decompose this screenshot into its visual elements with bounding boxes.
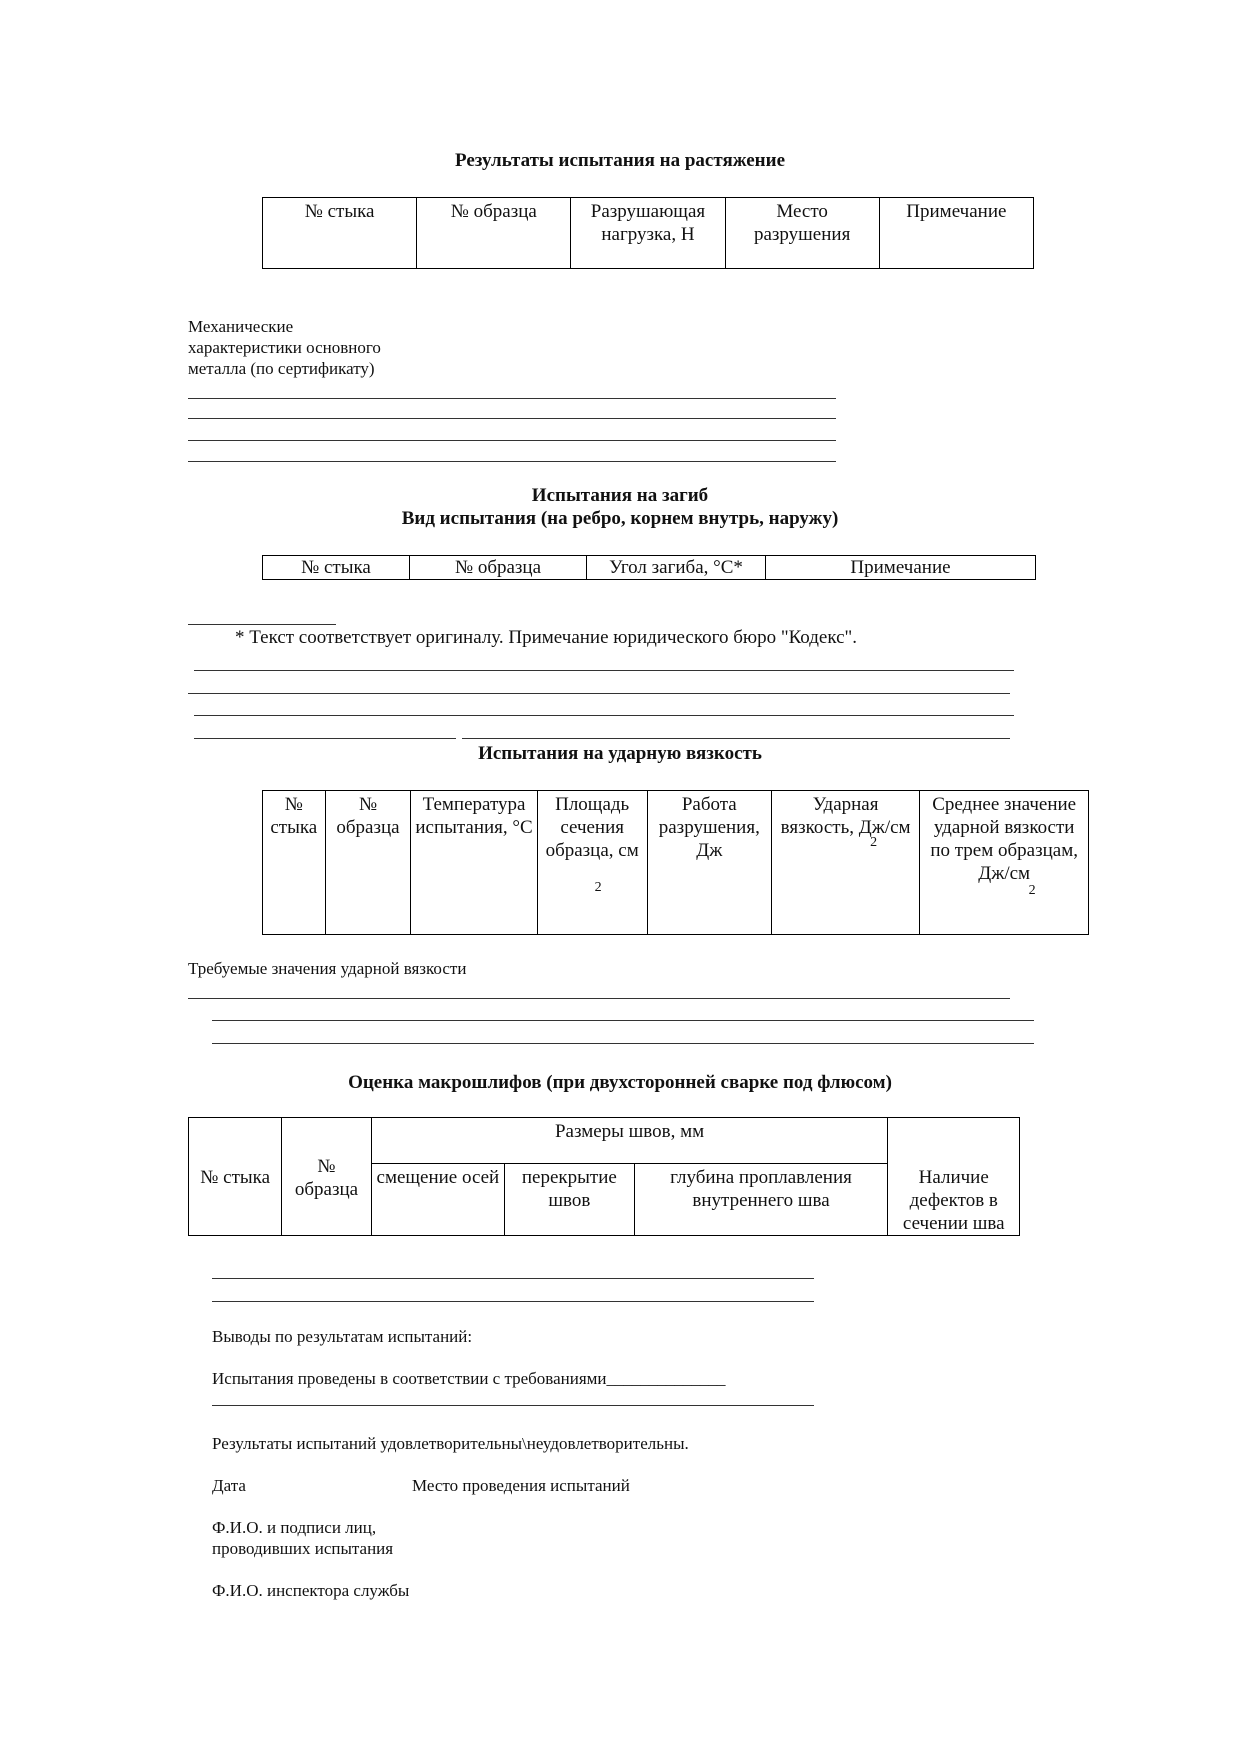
impact-header-toughness: Ударная вязкость, Дж/см $^2$ xyxy=(771,791,919,935)
macro-title: Оценка макрошлифов (при двухсторонней сварке под флюсом) xyxy=(348,1072,892,1093)
blank-line xyxy=(194,670,1014,671)
macro-header-defects: Наличие дефектов в сечении шва xyxy=(888,1118,1020,1236)
required-impact-label: Требуемые значения ударной вязкости xyxy=(188,959,467,978)
requirements-line: Испытания проведены в соответствии с требованиями______________ xyxy=(212,1369,726,1388)
bend-subtitle: Вид испытания (на ребро, корнем внутрь, наружу) xyxy=(401,508,839,529)
macro-header-sample: № образца xyxy=(282,1118,371,1236)
footnote-separator xyxy=(188,624,336,625)
tensile-header-sample: № образца xyxy=(417,198,571,269)
tensile-header-load: Разрушающая нагрузка, Н xyxy=(571,198,725,269)
macro-table xyxy=(188,1117,1020,1236)
blank-line xyxy=(212,1020,1034,1021)
impact-header-area: Площадь сечения образца, см $_2$ xyxy=(537,791,647,935)
bend-title: Испытания на загиб xyxy=(531,485,709,506)
place-label: Место проведения испытаний xyxy=(412,1476,630,1495)
bend-header-joint: № стыка xyxy=(263,556,410,580)
impact-header-joint: № стыка xyxy=(263,791,326,935)
superscript-2: 2 xyxy=(1028,883,1036,898)
bend-header-sample: № образца xyxy=(410,556,587,580)
impact-header-sample: № образца xyxy=(325,791,411,935)
macro-subheader-overlap: перекрытие швов xyxy=(505,1164,634,1236)
bend-table xyxy=(262,555,1036,580)
blank-line xyxy=(462,738,1010,739)
blank-line xyxy=(212,1043,1034,1044)
blank-line xyxy=(188,693,1010,694)
impact-header-temperature: Температура испытания, °С xyxy=(411,791,537,935)
blank-line xyxy=(212,1405,814,1406)
tensile-header-note: Примечание xyxy=(879,198,1033,269)
macro-subheader-depth: глубина проплавления внутреннего шва xyxy=(634,1164,888,1236)
results-line: Результаты испытаний удовлетворительны\неудовлетворительны. xyxy=(212,1434,689,1453)
bend-header-note: Примечание xyxy=(766,556,1036,580)
macro-header-joint: № стыка xyxy=(189,1118,282,1236)
conclusions-heading: Выводы по результатам испытаний: xyxy=(212,1327,473,1346)
impact-header-average: Среднее значение ударной вязкости по трем образцам, Дж/см $^2$ xyxy=(920,791,1089,935)
superscript-2: 2 xyxy=(870,835,878,850)
bend-header-angle: Угол загиба, °С* xyxy=(587,556,766,580)
macro-subheader-offset: смещение осей xyxy=(371,1164,504,1236)
blank-line xyxy=(188,440,836,441)
blank-line xyxy=(212,1278,814,1279)
macro-group-header: Размеры швов, мм xyxy=(371,1118,888,1164)
signers-label: Ф.И.О. и подписи лиц, проводивших испытания xyxy=(212,1518,394,1558)
superscript-2: 2 xyxy=(594,880,602,895)
blank-line xyxy=(212,1301,814,1302)
blank-line xyxy=(194,738,456,739)
impact-title: Испытания на ударную вязкость xyxy=(478,743,762,764)
tensile-table xyxy=(262,197,1034,269)
tensile-header-joint: № стыка xyxy=(263,198,417,269)
mechanical-label: Механические характеристики основного металла (по сертификату) xyxy=(188,317,381,378)
blank-line xyxy=(188,398,836,399)
impact-table xyxy=(262,790,1089,935)
date-label: Дата xyxy=(212,1476,246,1495)
blank-line xyxy=(188,461,836,462)
impact-header-work: Работа разрушения, Дж xyxy=(647,791,771,935)
blank-line xyxy=(194,715,1014,716)
tensile-title: Результаты испытания на растяжение xyxy=(454,150,786,171)
blank-line xyxy=(188,418,836,419)
tensile-header-location: Место разрушения xyxy=(725,198,879,269)
inspector-label: Ф.И.О. инспектора службы xyxy=(212,1581,410,1600)
footnote-text: * Текст соответствует оригиналу. Примечание юридического бюро "Кодекс". xyxy=(235,627,858,648)
blank-line xyxy=(188,998,1010,999)
